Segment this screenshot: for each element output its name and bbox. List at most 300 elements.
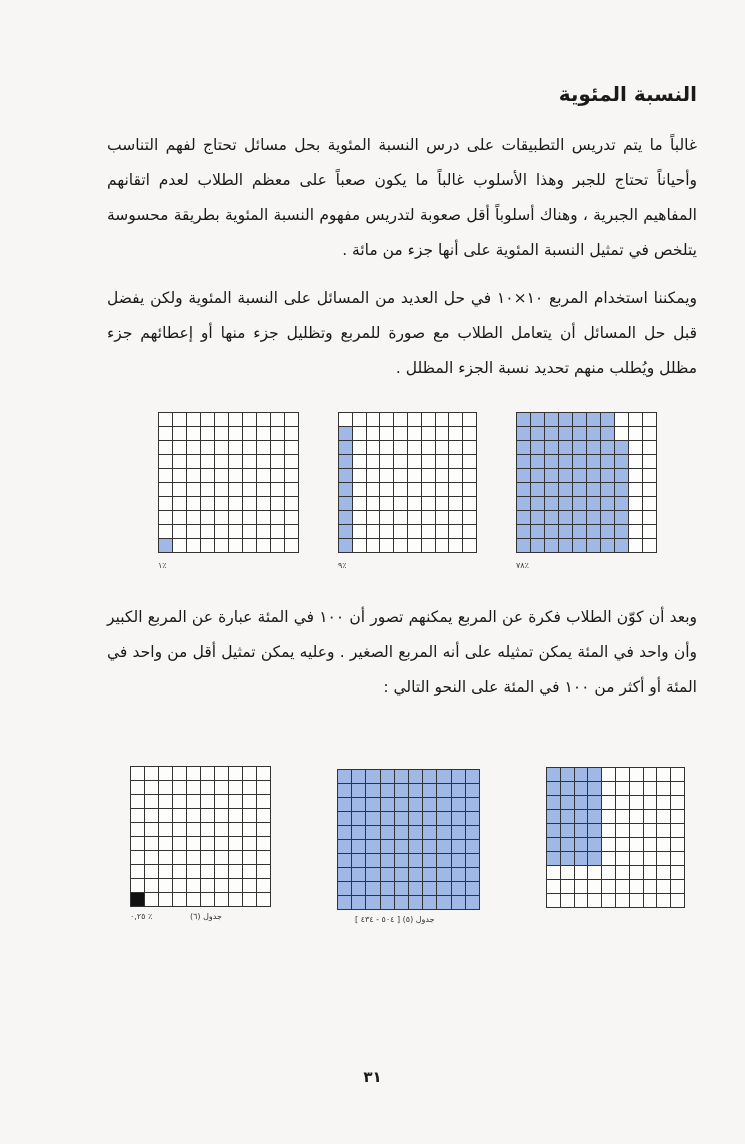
grid-cell — [602, 782, 616, 796]
grid-cell — [602, 866, 616, 880]
grid-cell — [201, 441, 215, 455]
grid-cell — [587, 511, 601, 525]
grid-cell — [339, 539, 353, 553]
grid-cell — [257, 525, 271, 539]
grid-cell — [449, 511, 463, 525]
grid-cell — [395, 826, 409, 840]
grid-cell — [159, 539, 173, 553]
grid-cell — [644, 782, 658, 796]
grid-cell — [215, 525, 229, 539]
grid-cell — [187, 539, 201, 553]
grid-cell — [173, 795, 187, 809]
grid-cell — [338, 854, 352, 868]
grid-cell — [381, 868, 395, 882]
grid-cell — [449, 497, 463, 511]
grid-cell — [339, 483, 353, 497]
grid-cell — [187, 809, 201, 823]
grid-cell — [573, 483, 587, 497]
grid-cell — [173, 511, 187, 525]
grid-cell — [338, 784, 352, 798]
grid-cell — [201, 413, 215, 427]
grid-cell — [257, 455, 271, 469]
grid-cell — [547, 782, 561, 796]
grid-cell — [394, 427, 408, 441]
grid-cell — [517, 511, 531, 525]
grid-cell — [285, 525, 299, 539]
grid-cell — [452, 882, 466, 896]
grid-cell — [615, 483, 629, 497]
grid-cell — [463, 469, 477, 483]
grid-cell — [187, 483, 201, 497]
grid-cell — [131, 795, 145, 809]
grid-cell — [423, 896, 437, 910]
grid-cell — [436, 441, 450, 455]
grid-cell — [545, 539, 559, 553]
grid-cell — [409, 784, 423, 798]
grid-cell — [573, 525, 587, 539]
grid-cell — [353, 469, 367, 483]
grid-cell — [257, 795, 271, 809]
grid-cell — [615, 427, 629, 441]
grid-cell — [671, 852, 685, 866]
grid-cell — [201, 427, 215, 441]
grid-cell — [573, 511, 587, 525]
grid-cell — [366, 882, 380, 896]
grid-cell — [338, 840, 352, 854]
grid-cell — [452, 770, 466, 784]
grid-cell — [395, 868, 409, 882]
grid-cell — [629, 539, 643, 553]
grid-cell — [547, 838, 561, 852]
grid-cell — [588, 782, 602, 796]
grid-cell — [436, 539, 450, 553]
grid-cell — [394, 441, 408, 455]
grid-cell — [409, 882, 423, 896]
grid-cell — [561, 838, 575, 852]
grid-cell — [243, 441, 257, 455]
grid-cell — [657, 796, 671, 810]
grid-cell — [381, 784, 395, 798]
grid-cell — [338, 812, 352, 826]
grid-cell — [545, 427, 559, 441]
grid-cell — [339, 441, 353, 455]
grid-cell — [381, 882, 395, 896]
grid-cell — [215, 809, 229, 823]
grid-cell — [630, 894, 644, 908]
grid-cell — [422, 525, 436, 539]
grid-cell — [229, 865, 243, 879]
grid-cell — [449, 413, 463, 427]
grid-cell — [601, 497, 615, 511]
grid-cell — [408, 483, 422, 497]
grid-cell — [285, 497, 299, 511]
grid-cell — [657, 768, 671, 782]
grid-cell — [671, 894, 685, 908]
grid-cell — [423, 882, 437, 896]
grid-cell — [173, 865, 187, 879]
grid-cell — [561, 768, 575, 782]
grid-cell — [657, 866, 671, 880]
grid-cell — [517, 427, 531, 441]
grid-cell — [573, 427, 587, 441]
grid-cell — [629, 511, 643, 525]
grid-cell — [408, 427, 422, 441]
grid-cell — [547, 894, 561, 908]
grid-cell — [561, 894, 575, 908]
grid-cell — [394, 483, 408, 497]
grid-cell — [366, 840, 380, 854]
grid-cell — [561, 824, 575, 838]
grid-cell — [352, 896, 366, 910]
grid-cell — [629, 483, 643, 497]
grid-cell — [644, 894, 658, 908]
grid-cell — [352, 840, 366, 854]
grid-cell — [215, 427, 229, 441]
grid-cell — [423, 854, 437, 868]
paragraph-3: وبعد أن كوّن الطلاب فكرة عن المربع يمكنهم تصور أن ١٠٠ في المئة عبارة عن المربع الكبير وأن واحد في المئة يمكن تمثيله على أنه المربع الصغير . وعليه يمكن تمثيل أقل من واحد في المئة أو أكثر من ١٠٠ في المئة على النحو التالي : — [107, 608, 697, 696]
grid-cell — [187, 767, 201, 781]
grid-cell — [671, 880, 685, 894]
grid-cell — [381, 812, 395, 826]
grid-cell — [559, 483, 573, 497]
grid-cell — [616, 838, 630, 852]
grid-cell — [257, 767, 271, 781]
grid-cell — [243, 795, 257, 809]
grid-cell — [229, 525, 243, 539]
grid-cell — [602, 796, 616, 810]
grid-cell — [531, 469, 545, 483]
grid-cell — [215, 865, 229, 879]
grid-cell — [463, 539, 477, 553]
grid-cell — [243, 893, 257, 907]
grid-cell — [229, 767, 243, 781]
grid-cell — [131, 851, 145, 865]
grid-cell — [271, 427, 285, 441]
grid-cell — [616, 810, 630, 824]
grid-cell — [381, 770, 395, 784]
grid-cell — [229, 795, 243, 809]
grid-cell — [466, 854, 480, 868]
grid-cell — [466, 798, 480, 812]
grid-cell — [243, 511, 257, 525]
grid-cell — [575, 838, 589, 852]
grid-cell — [545, 525, 559, 539]
grid-cell — [629, 525, 643, 539]
grid-cell — [229, 809, 243, 823]
grid-cell — [643, 427, 657, 441]
grid-cell — [629, 469, 643, 483]
grid-cell — [409, 812, 423, 826]
grid-cell — [257, 851, 271, 865]
grid-cell — [394, 511, 408, 525]
grid-cell — [588, 866, 602, 880]
grid-cell — [271, 497, 285, 511]
grid-cell — [257, 511, 271, 525]
grid-cell — [243, 455, 257, 469]
grid-cell — [187, 427, 201, 441]
caption-table-6-value: ٪ ٠,٢٥ — [130, 912, 153, 921]
grid-cell — [187, 781, 201, 795]
grid-cell — [587, 525, 601, 539]
grid-cell — [159, 413, 173, 427]
grid-cell — [423, 826, 437, 840]
grid-cell — [201, 865, 215, 879]
page-number: ٣١ — [363, 1068, 382, 1086]
grid-cell — [131, 767, 145, 781]
grid-cell — [131, 781, 145, 795]
grid-cell — [630, 782, 644, 796]
grid-cell — [159, 427, 173, 441]
grid-quarter-percent — [130, 766, 271, 907]
grid-cell — [173, 469, 187, 483]
grid-cell — [145, 837, 159, 851]
grid-cell — [215, 483, 229, 497]
grid-cell — [547, 852, 561, 866]
grid-cell — [561, 796, 575, 810]
grid-cell — [201, 455, 215, 469]
grid-cell — [381, 896, 395, 910]
grid-cell — [285, 441, 299, 455]
grid-cell — [187, 413, 201, 427]
grid-cell — [531, 483, 545, 497]
page-title: النسبة المئوية — [558, 82, 697, 106]
grid-cell — [437, 854, 451, 868]
grid-cell — [229, 427, 243, 441]
grid-cell — [187, 469, 201, 483]
grid-cell — [395, 812, 409, 826]
grid-cell — [657, 852, 671, 866]
grid-cell — [201, 893, 215, 907]
grid-cell — [409, 868, 423, 882]
grid-cell — [352, 854, 366, 868]
grid-cell — [452, 896, 466, 910]
grid-cell — [466, 840, 480, 854]
grid-cell — [657, 894, 671, 908]
grid-cell — [257, 781, 271, 795]
grid-cell — [352, 770, 366, 784]
grid-cell — [644, 824, 658, 838]
grid-cell — [517, 469, 531, 483]
grid-cell — [644, 810, 658, 824]
grid-cell — [159, 469, 173, 483]
grid-cell — [616, 852, 630, 866]
grid-cell — [630, 810, 644, 824]
grid-cell — [187, 497, 201, 511]
grid-cell — [601, 511, 615, 525]
grid-cell — [145, 879, 159, 893]
grid-cell — [338, 798, 352, 812]
grid-cell — [145, 865, 159, 879]
grid-cell — [394, 413, 408, 427]
grid-78-percent — [516, 412, 657, 553]
grid-cell — [131, 823, 145, 837]
grid-cell — [561, 866, 575, 880]
grid-cell — [173, 455, 187, 469]
grid-cell — [463, 455, 477, 469]
grid-cell — [630, 824, 644, 838]
grid-cell — [395, 854, 409, 868]
grid-cell — [616, 796, 630, 810]
grid-cell — [352, 784, 366, 798]
grid-cell — [616, 880, 630, 894]
grid-cell — [588, 880, 602, 894]
grid-cell — [466, 784, 480, 798]
grid-cell — [466, 868, 480, 882]
grid-cell — [601, 469, 615, 483]
grid-cell — [587, 539, 601, 553]
grid-cell — [271, 469, 285, 483]
grid-cell — [671, 782, 685, 796]
grid-cell — [601, 413, 615, 427]
grid-cell — [615, 497, 629, 511]
grid-cell — [257, 427, 271, 441]
grid-cell — [339, 497, 353, 511]
grid-cell — [657, 782, 671, 796]
grid-cell — [587, 413, 601, 427]
grid-cell — [201, 497, 215, 511]
grid-cell — [531, 525, 545, 539]
grid-cell — [173, 809, 187, 823]
grid-cell — [545, 497, 559, 511]
grid-cell — [517, 483, 531, 497]
grid-cell — [271, 483, 285, 497]
grid-cell — [422, 413, 436, 427]
grid-cell — [437, 784, 451, 798]
grid-cell — [395, 896, 409, 910]
grid-cell — [367, 427, 381, 441]
grid-cell — [588, 796, 602, 810]
grid-cell — [243, 781, 257, 795]
grid-cell — [145, 795, 159, 809]
grid-cell — [643, 483, 657, 497]
grid-cell — [338, 896, 352, 910]
grid-cell — [463, 427, 477, 441]
grid-9-percent — [338, 412, 477, 553]
grid-cell — [630, 796, 644, 810]
grid-cell — [159, 893, 173, 907]
grid-cell — [380, 539, 394, 553]
grid-cell — [587, 455, 601, 469]
grid-cell — [423, 784, 437, 798]
grid-cell — [422, 483, 436, 497]
grid-cell — [657, 838, 671, 852]
grid-cell — [422, 511, 436, 525]
grid-cell — [131, 879, 145, 893]
grid-cell — [408, 497, 422, 511]
grid-cell — [159, 837, 173, 851]
grid-cell — [573, 413, 587, 427]
grid-cell — [422, 455, 436, 469]
grid-cell — [271, 413, 285, 427]
grid-cell — [437, 840, 451, 854]
grid-cell — [601, 441, 615, 455]
grid-cell — [630, 768, 644, 782]
grid-cell — [187, 795, 201, 809]
grid-cell — [243, 525, 257, 539]
grid-cell — [366, 868, 380, 882]
grid-cell — [201, 469, 215, 483]
grid-cell — [159, 525, 173, 539]
grid-cell — [452, 826, 466, 840]
grid-cell — [159, 497, 173, 511]
grid-cell — [449, 427, 463, 441]
grid-1-percent — [158, 412, 299, 553]
caption-78-percent: ٪٧٨ — [516, 561, 529, 570]
grid-cell — [615, 441, 629, 455]
grid-cell — [380, 427, 394, 441]
grid-cell — [201, 539, 215, 553]
grid-cell — [215, 455, 229, 469]
grid-cell — [187, 525, 201, 539]
grid-cell — [588, 852, 602, 866]
grid-cell — [644, 838, 658, 852]
grid-cell — [423, 770, 437, 784]
grid-cell — [630, 852, 644, 866]
grid-cell — [615, 469, 629, 483]
grid-cell — [367, 455, 381, 469]
grid-cell — [436, 455, 450, 469]
grid-cell — [644, 768, 658, 782]
grid-cell — [408, 455, 422, 469]
grid-cell — [575, 796, 589, 810]
grid-cell — [587, 483, 601, 497]
grid-cell — [531, 511, 545, 525]
grid-cell — [436, 525, 450, 539]
grid-cell — [409, 798, 423, 812]
grid-cell — [215, 851, 229, 865]
grid-cell — [408, 511, 422, 525]
grid-cell — [367, 469, 381, 483]
grid-cell — [547, 824, 561, 838]
grid-cell — [615, 413, 629, 427]
grid-cell — [243, 851, 257, 865]
grid-cell — [587, 427, 601, 441]
grid-cell — [657, 880, 671, 894]
grid-cell — [423, 868, 437, 882]
grid-cell — [229, 483, 243, 497]
grid-cell — [201, 511, 215, 525]
grid-cell — [131, 865, 145, 879]
grid-cell — [353, 427, 367, 441]
grid-cell — [229, 455, 243, 469]
grid-cell — [159, 851, 173, 865]
grid-cell — [449, 469, 463, 483]
grid-cell — [561, 782, 575, 796]
grid-cell — [257, 469, 271, 483]
grid-cell — [229, 879, 243, 893]
grid-cell — [215, 893, 229, 907]
grid-cell — [587, 497, 601, 511]
grid-cell — [545, 413, 559, 427]
grid-cell — [615, 455, 629, 469]
grid-cell — [187, 879, 201, 893]
grid-cell — [353, 497, 367, 511]
grid-cell — [671, 824, 685, 838]
grid-cell — [380, 469, 394, 483]
grid-cell — [285, 469, 299, 483]
grid-cell — [616, 866, 630, 880]
grid-cell — [187, 865, 201, 879]
grid-cell — [257, 497, 271, 511]
grid-cell — [367, 441, 381, 455]
grid-cell — [561, 880, 575, 894]
grid-cell — [437, 868, 451, 882]
grid-cell — [409, 840, 423, 854]
grid-cell — [285, 455, 299, 469]
grid-cell — [257, 441, 271, 455]
grid-cell — [187, 511, 201, 525]
grid-cell — [573, 497, 587, 511]
